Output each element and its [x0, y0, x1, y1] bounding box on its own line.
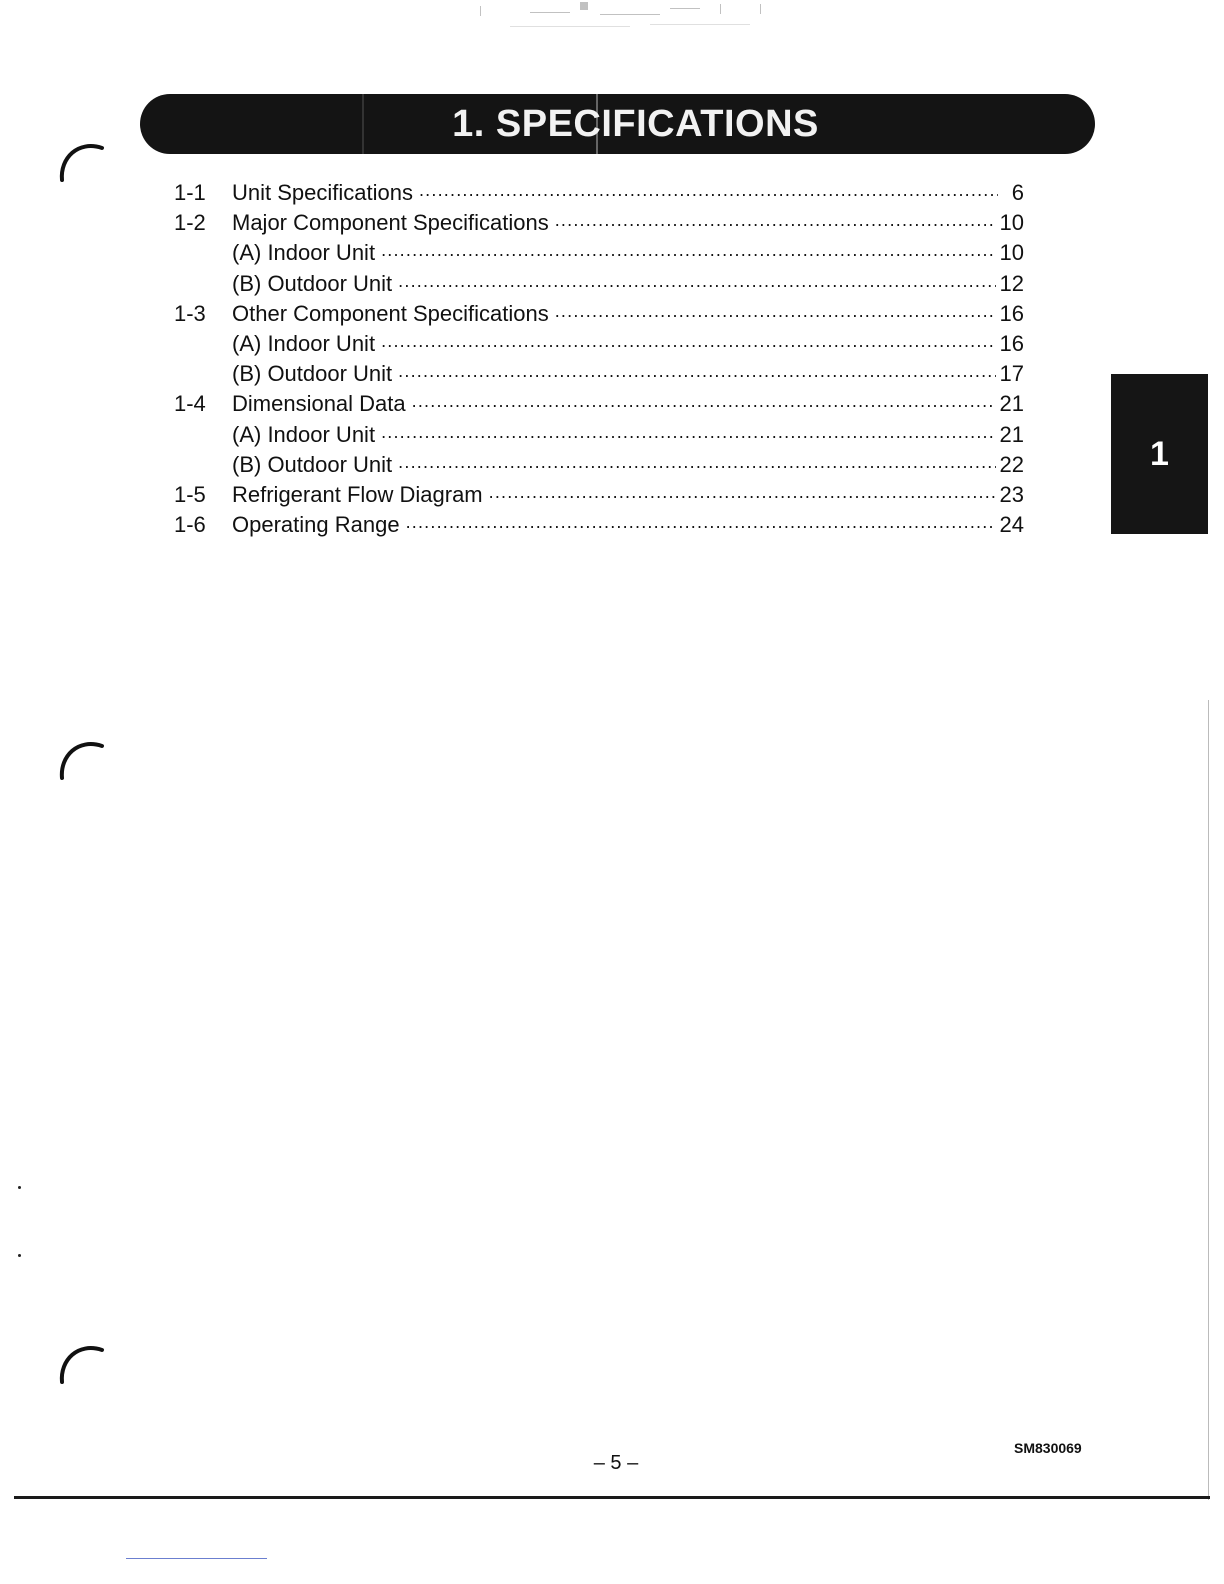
toc-row[interactable] — [174, 450, 1024, 480]
toc-number: 1-1 — [174, 180, 206, 206]
toc-label: (A) Indoor Unit — [232, 240, 376, 266]
toc-label: Operating Range — [232, 512, 400, 538]
toc-label: (A) Indoor Unit — [232, 421, 376, 447]
toc-page: 21 — [999, 391, 1024, 417]
section-tab-label: 1 — [1150, 434, 1169, 473]
dot-leader — [489, 484, 996, 506]
banner-divider — [362, 94, 364, 154]
toc-row[interactable] — [174, 359, 1024, 389]
blue-rule — [126, 1558, 267, 1559]
dot-leader — [381, 424, 995, 446]
toc-row[interactable] — [174, 269, 1024, 299]
dot-leader — [381, 333, 995, 355]
toc-label: (B) Outdoor Unit — [232, 451, 393, 477]
toc-number: 1-2 — [174, 210, 206, 236]
toc-page: 16 — [999, 331, 1024, 357]
toc-row[interactable] — [174, 420, 1024, 450]
toc-page: 23 — [999, 481, 1024, 507]
section-title: 1. SPECIFICATIONS — [452, 102, 819, 145]
toc-page: 6 — [1011, 180, 1024, 206]
dot-leader — [398, 454, 995, 476]
document-code: SM830069 — [1014, 1440, 1082, 1456]
dot-leader — [398, 363, 995, 385]
toc-label: Other Component Specifications — [232, 300, 549, 326]
toc-page: 21 — [999, 421, 1024, 447]
toc-row[interactable] — [174, 480, 1024, 510]
dot-leader — [406, 514, 996, 536]
binder-hole-middle — [56, 730, 116, 790]
footer-rule — [14, 1496, 1210, 1499]
toc-row[interactable] — [174, 389, 1024, 419]
binder-hole-top — [56, 132, 116, 192]
dot-leader — [412, 393, 996, 415]
toc-label: (B) Outdoor Unit — [232, 361, 393, 387]
page-number: – 5 – — [593, 1452, 639, 1474]
toc-row[interactable] — [174, 208, 1024, 238]
table-of-contents — [174, 178, 1024, 540]
toc-row[interactable] — [174, 299, 1024, 329]
dot-leader — [555, 212, 996, 234]
toc-page: 10 — [999, 210, 1024, 236]
section-title-banner — [140, 94, 1095, 154]
toc-label: Major Component Specifications — [232, 210, 549, 236]
scan-speck — [18, 1254, 21, 1257]
toc-page: 10 — [999, 240, 1024, 266]
page-edge — [1208, 700, 1209, 1500]
toc-number: 1-6 — [174, 512, 206, 538]
toc-row[interactable] — [174, 510, 1024, 540]
toc-label: Dimensional Data — [232, 391, 406, 417]
toc-label: (B) Outdoor Unit — [232, 270, 393, 296]
toc-page: 24 — [999, 512, 1024, 538]
dot-leader — [555, 303, 996, 325]
toc-number: 1-5 — [174, 481, 206, 507]
toc-label: Refrigerant Flow Diagram — [232, 481, 483, 507]
scan-speck — [18, 1186, 21, 1189]
section-tab[interactable] — [1111, 374, 1208, 534]
dot-leader — [381, 242, 995, 264]
toc-label: (A) Indoor Unit — [232, 331, 376, 357]
toc-label: Unit Specifications — [232, 180, 413, 206]
toc-page: 17 — [999, 361, 1024, 387]
toc-row[interactable] — [174, 178, 1024, 208]
dot-leader — [398, 273, 995, 295]
toc-page: 22 — [999, 451, 1024, 477]
binder-hole-bottom — [56, 1334, 116, 1394]
toc-number: 1-3 — [174, 300, 206, 326]
toc-page: 16 — [999, 300, 1024, 326]
scan-artifact — [470, 0, 790, 40]
toc-page: 12 — [999, 270, 1024, 296]
dot-leader — [419, 182, 998, 204]
toc-row[interactable] — [174, 329, 1024, 359]
toc-number: 1-4 — [174, 391, 206, 417]
toc-row[interactable] — [174, 238, 1024, 268]
